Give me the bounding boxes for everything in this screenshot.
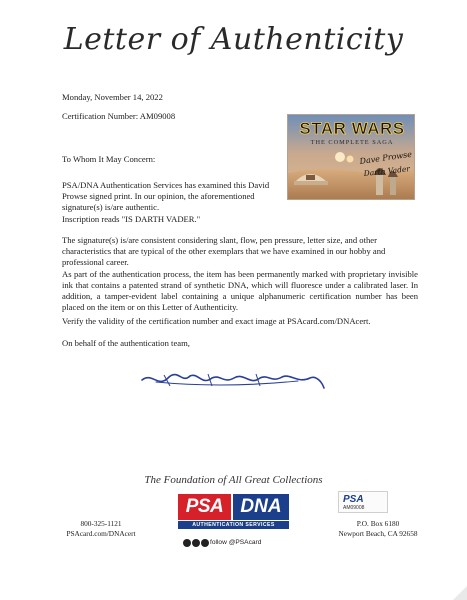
consistency-paragraph: The signature(s) is/are consistent considering slant, flow, pen pressure, letter size, and other characteristics that are typical of the other exemplars that we have examined in our hobby and professional career. [62,235,386,267]
tagline: The Foundation of All Great Collections [144,474,323,486]
website-link[interactable]: PSAcard.com/DNAcert [66,529,136,538]
social-links [183,538,287,548]
tamper-evident-label [338,491,388,513]
phone-number: 800-325-1121 [80,519,122,528]
authenticator-signature [138,366,328,394]
po-box: P.O. Box 6180 [356,519,400,528]
letter-heading: Letter of Authenticity [63,22,404,57]
print-subtitle: THE COMPLETE SAGA [310,139,394,146]
print-title: STAR WARS [299,119,405,138]
page-corner [453,586,467,600]
print-inscription-line2: Darth Vader [363,164,411,178]
verify-line: Verify the validity of the certification number and exact image at PSAcard.com/DNAcert. [62,316,371,326]
certification-number: Certification Number: AM09008 [62,111,176,121]
logo-psa-block: PSA [178,494,231,520]
letter-date: Monday, November 14, 2022 [62,92,163,102]
process-paragraph: As part of the authentication process, the item has been permanently marked with proprietary invisible ink that contains a patented strand of synthetic DNA, which will fluoresce under a calibrated laser. In addition, a tamper-evident label containing a unique alphanumeric certification number has been placed on the item or on this Letter of Authenticity. [62,269,418,312]
psa-dna-logo [178,494,289,528]
closing-line: On behalf of the authentication team, [62,338,190,348]
inscription-line: Inscription reads "IS DARTH VADER." [62,214,201,224]
address-block [336,519,420,539]
twitter-icon[interactable] [192,539,200,547]
instagram-icon[interactable] [201,539,209,547]
contact-block [62,519,140,539]
facebook-icon[interactable] [183,539,191,547]
city-line: Newport Beach, CA 92658 [338,529,418,538]
label-code: AM09008 [343,505,365,511]
label-logo: PSA [343,494,364,505]
examination-paragraph: PSA/DNA Authentication Services has examined this David Prowse signed print. In our opinion, the aforementioned signature(s) is/are authentic. [62,180,270,212]
print-inscription-line1: Dave Prowse [359,149,413,166]
social-handle[interactable]: follow @PSAcard [210,539,262,546]
logo-dna-block: DNA [233,494,289,520]
salutation: To Whom It May Concern: [62,154,156,164]
signed-print-image [287,114,415,200]
logo-subtitle: AUTHENTICATION SERVICES [178,521,289,529]
